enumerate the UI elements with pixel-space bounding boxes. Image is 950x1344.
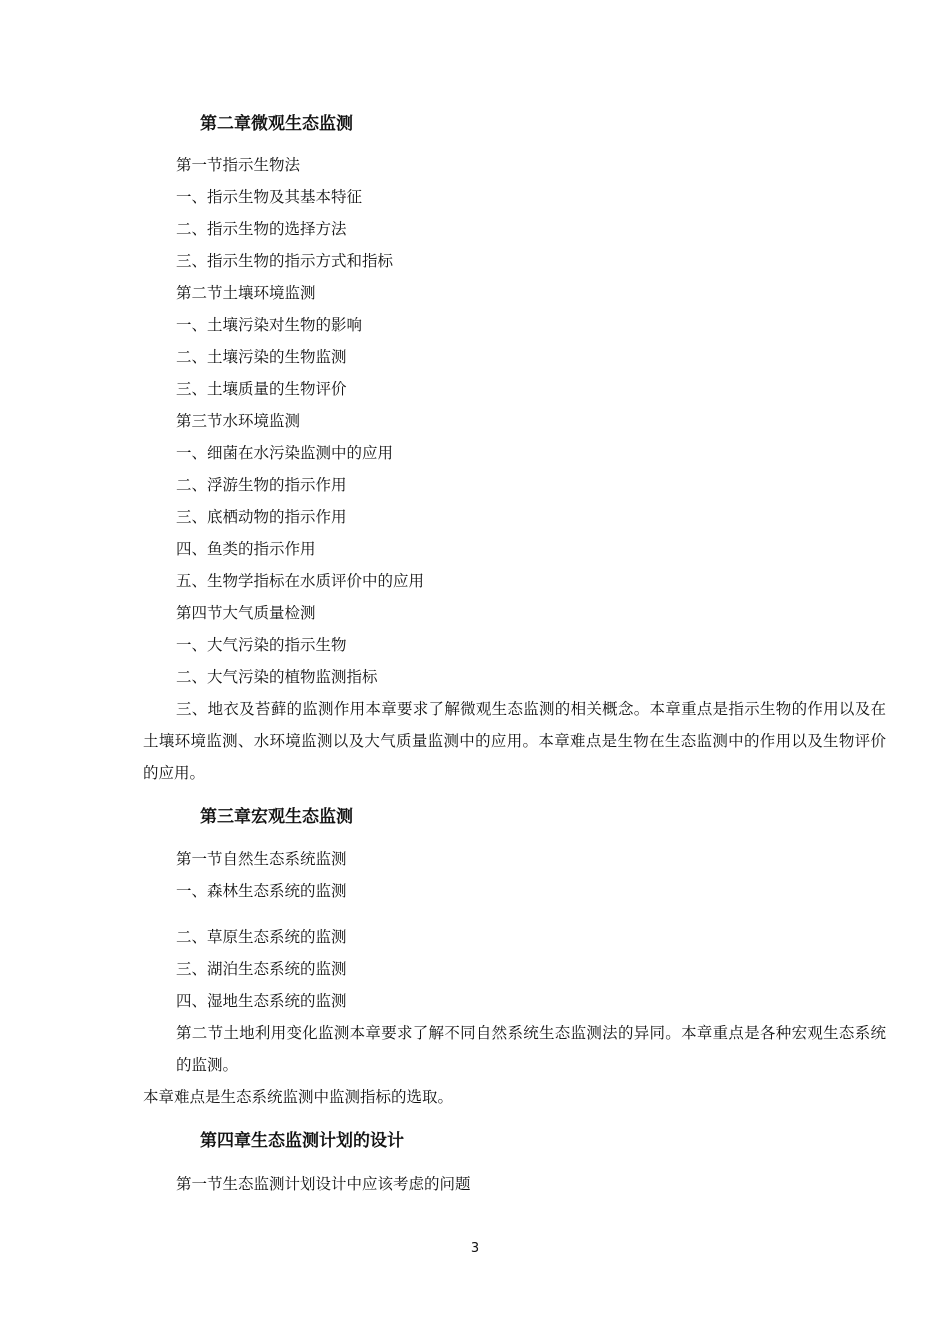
chapter2-line: 五、生物学指标在水质评价中的应用 xyxy=(176,572,425,590)
chapter2-line: 四、鱼类的指示作用 xyxy=(176,540,316,558)
chapter3-difficulty-line: 本章难点是生态系统监测中监测指标的选取。 xyxy=(143,1088,454,1106)
chapter3-line: 第一节自然生态系统监测 xyxy=(176,850,347,868)
chapter3-line: 二、草原生态系统的监测 xyxy=(176,928,347,946)
chapter3-line: 四、湿地生态系统的监测 xyxy=(176,992,347,1010)
chapter2-line: 第四节大气质量检测 xyxy=(176,604,316,622)
chapter2-line: 一、大气污染的指示生物 xyxy=(176,636,347,654)
chapter2-line: 一、土壤污染对生物的影响 xyxy=(176,316,363,334)
chapter2-line: 一、细菌在水污染监测中的应用 xyxy=(176,444,394,462)
chapter2-line: 三、底栖动物的指示作用 xyxy=(176,508,347,526)
chapter3-line: 一、森林生态系统的监测 xyxy=(176,882,347,900)
chapter3-title: 第三章宏观生态监测 xyxy=(200,807,353,827)
chapter2-line: 二、浮游生物的指示作用 xyxy=(176,476,347,494)
chapter4-title: 第四章生态监测计划的设计 xyxy=(200,1131,404,1151)
chapter3-summary-paragraph: 第二节土地利用变化监测本章要求了解不同自然系统生态监测法的异同。本章重点是各种宏观生态系统的监测。 xyxy=(176,1024,886,1074)
chapter2-line: 二、大气污染的植物监测指标 xyxy=(176,668,378,686)
chapter2-line: 第三节水环境监测 xyxy=(176,412,301,430)
chapter2-line: 二、土壤污染的生物监测 xyxy=(176,348,347,366)
chapter3-line: 三、湖泊生态系统的监测 xyxy=(176,960,347,978)
chapter2-line: 二、指示生物的选择方法 xyxy=(176,220,347,238)
chapter2-line: 第一节指示生物法 xyxy=(176,156,301,174)
chapter2-line: 三、土壤质量的生物评价 xyxy=(176,380,347,398)
chapter2-summary-paragraph: 三、地衣及苔藓的监测作用本章要求了解微观生态监测的相关概念。本章重点是指示生物的作用以及在土壤环境监测、水环境监测以及大气质量监测中的应用。本章难点是生物在生态监测中的作用以及生物评价的应用。 xyxy=(143,700,886,782)
chapter4-line: 第一节生态监测计划设计中应该考虑的问题 xyxy=(176,1175,471,1193)
chapter2-title: 第二章微观生态监测 xyxy=(200,114,353,134)
page-number: 3 xyxy=(470,1241,480,1256)
chapter2-line: 第二节土壤环境监测 xyxy=(176,284,316,302)
chapter2-line: 三、指示生物的指示方式和指标 xyxy=(176,252,394,270)
chapter2-line: 一、指示生物及其基本特征 xyxy=(176,188,363,206)
